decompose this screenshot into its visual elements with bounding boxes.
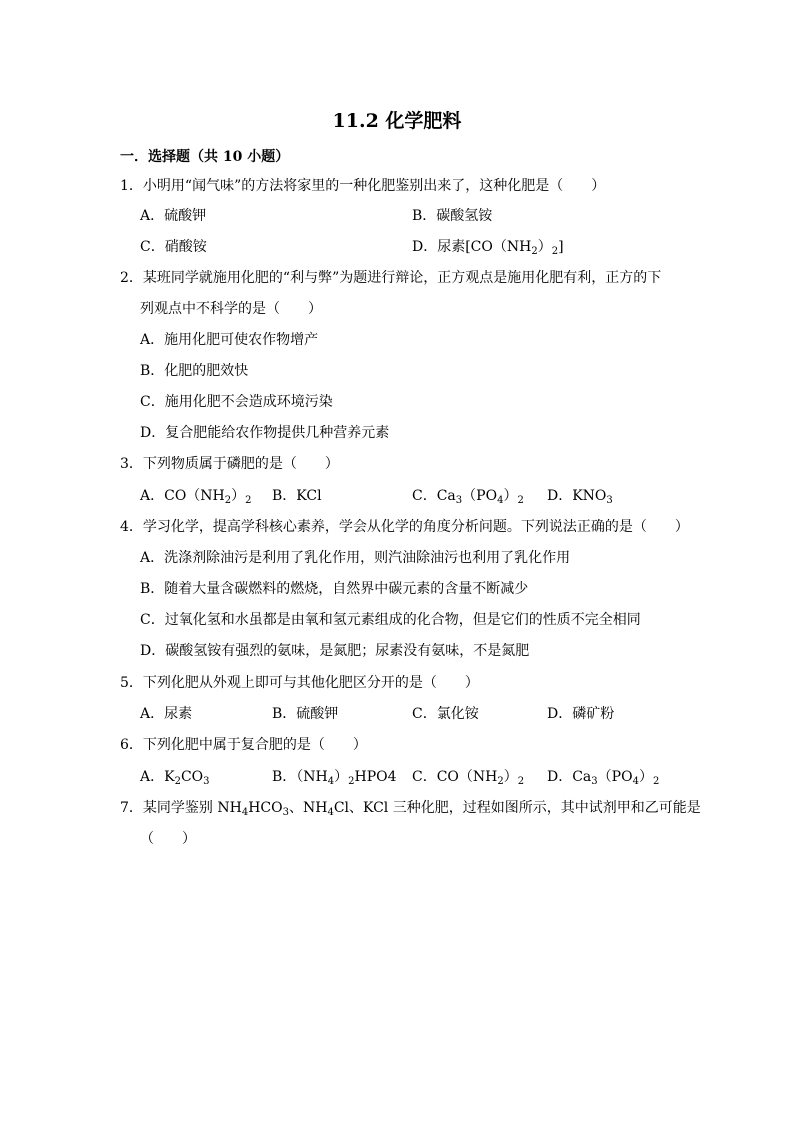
question-4-option-a: A．洗涤剂除油污是利用了乳化作用，则汽油除油污也利用了乳化作用 <box>140 550 571 566</box>
question-3-option-b: B．KCl <box>272 488 322 504</box>
question-5-option-a: A．尿素 <box>140 706 193 722</box>
question-3-option-a: A．$CO(NH_2)_2$ <box>140 488 252 506</box>
question-1-stem: 1．小明用“闻气味”的方法将家里的一种化肥鉴别出来了，这种化肥是（ ） <box>120 178 606 194</box>
question-5-option-d: D．磷矿粉 <box>547 706 615 722</box>
question-1-option-d: D．尿素$[CO(NH_2)_2]$ <box>412 239 564 257</box>
question-4-option-d: D．碳酸氢铵有强烈的氨味，是氮肥；尿素没有氨味，不是氮肥 <box>140 643 530 659</box>
question-7-stem-line-1: 7．某同学鉴别 $NH_4HCO_3$、$NH_4Cl$、KCl 三种化肥，过程如图所示，其中试剂甲和乙可能是 <box>120 800 701 818</box>
question-2-stem-line-1: 2．某班同学就施用化肥的“利与弊”为题进行辩论，正方观点是施用化肥有利，正方的下 <box>120 270 662 286</box>
question-4-option-b: B．随着大量含碳燃料的燃烧，自然界中碳元素的含量不断减少 <box>140 581 529 597</box>
question-6-option-b: B．$(NH_4)_2HPO4$ <box>272 769 397 787</box>
question-4-stem: 4．学习化学，提高学科核心素养，学会从化学的角度分析问题。下列说法正确的是（ ） <box>120 519 689 535</box>
question-2-stem-line-2: 列观点中不科学的是（ ） <box>140 301 322 317</box>
question-4-option-c: C．过氧化氢和水虽都是由氧和氢元素组成的化合物，但是它们的性质不完全相同 <box>140 612 641 628</box>
question-6-option-d: D．$Ca_3(PO_4)_2$ <box>547 769 660 787</box>
section-heading: 一．选择题（共 10 小题） <box>120 149 290 165</box>
question-3-option-d: D．$KNO_3$ <box>547 488 613 506</box>
question-1-option-a: A．硫酸钾 <box>140 208 207 224</box>
question-7-stem-line-2: （ ） <box>140 831 196 847</box>
question-2-option-a: A．施用化肥可使农作物增产 <box>140 332 319 348</box>
question-3-stem: 3．下列物质属于磷肥的是（ ） <box>120 456 339 472</box>
question-6-stem: 6．下列化肥中属于复合肥的是（ ） <box>120 737 367 753</box>
question-2-option-c: C．施用化肥不会造成环境污染 <box>140 394 333 410</box>
question-5-option-c: C．氯化铵 <box>412 706 479 722</box>
question-3-option-c: C．$Ca_3(PO_4)_2$ <box>412 488 524 506</box>
question-1-option-b: B．碳酸氢铵 <box>412 208 493 224</box>
question-2-option-b: B．化肥的肥效快 <box>140 363 249 379</box>
question-1-option-c: C．硝酸铵 <box>140 239 207 255</box>
question-5-option-b: B．硫酸钾 <box>272 706 339 722</box>
question-5-stem: 5．下列化肥从外观上即可与其他化肥区分开的是（ ） <box>120 675 479 691</box>
question-6-option-a: A．$K_2CO_3$ <box>140 769 210 787</box>
document-title: 11.2 化学肥料 <box>332 110 462 132</box>
question-2-option-d: D．复合肥能给农作物提供几种营养元素 <box>140 425 390 441</box>
question-6-option-c: C．$CO(NH_2)_2$ <box>412 769 525 787</box>
